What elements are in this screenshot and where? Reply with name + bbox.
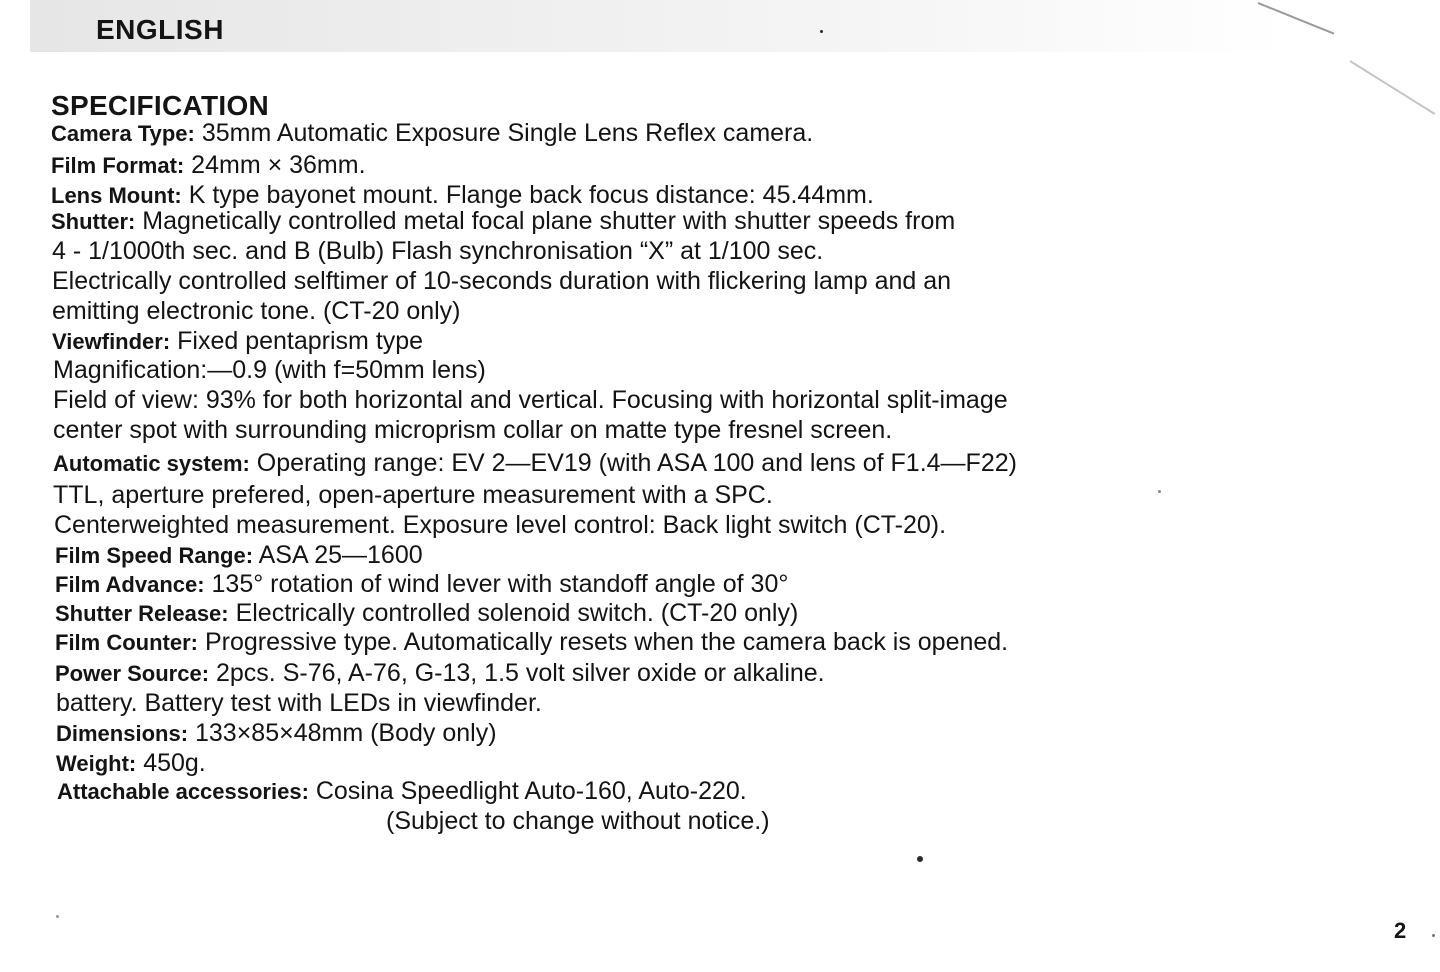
spec-line <box>51 118 813 149</box>
page-number: 2 <box>1394 918 1407 943</box>
spec-line <box>57 776 747 807</box>
spec-value: center spot with surrounding microprism collar on matte type fresnel screen. <box>53 416 893 444</box>
spec-line <box>55 598 798 629</box>
spec-line <box>52 236 823 267</box>
corner-scan-line <box>1349 60 1435 115</box>
spec-line <box>55 540 423 571</box>
spec-value: Operating range: EV 2—EV19 (with ASA 100 and lens of F1.4—F22) <box>249 449 1017 477</box>
spec-line <box>56 748 206 779</box>
spec-label: Automatic system: <box>53 451 250 476</box>
spec-value: battery. Battery test with LEDs in viewfinder. <box>56 689 542 717</box>
spec-value: 135° rotation of wind lever with standoff angle of 30° <box>204 570 789 598</box>
spec-line <box>53 385 1008 416</box>
spec-label: Shutter: <box>51 209 136 234</box>
spec-line <box>56 718 497 749</box>
scan-speck <box>56 915 59 918</box>
spec-line <box>54 510 946 541</box>
spec-value: Fixed pentaprism type <box>170 327 424 355</box>
spec-value: 133×85×48mm (Body only) <box>188 719 497 747</box>
spec-label: Power Source: <box>55 661 210 686</box>
spec-label: Film Counter: <box>55 630 198 655</box>
spec-line <box>52 296 461 327</box>
spec-line <box>52 266 951 297</box>
spec-line <box>55 627 1008 658</box>
spec-line <box>56 688 542 719</box>
spec-label: Lens Mount: <box>51 183 182 208</box>
spec-line <box>53 480 773 511</box>
scan-speck <box>1158 490 1161 493</box>
spec-value: Cosina Speedlight Auto-160, Auto-220. <box>308 777 747 805</box>
spec-value: 24mm × 36mm. <box>184 151 366 179</box>
spec-value: emitting electronic tone. (CT-20 only) <box>52 297 461 325</box>
spec-value: K type bayonet mount. Flange back focus distance: 45.44mm. <box>181 181 874 209</box>
spec-label: Viewfinder: <box>52 329 171 354</box>
spec-label: Attachable accessories: <box>57 779 309 804</box>
spec-value: Electrically controlled selftimer of 10-seconds duration with flickering lamp and an <box>52 267 952 295</box>
spec-label: Weight: <box>56 751 137 776</box>
spec-value: Progressive type. Automatically resets when the camera back is opened. <box>198 628 1009 656</box>
spec-value: 4 - 1/1000th sec. and B (Bulb) Flash synchronisation “X” at 1/100 sec. <box>52 237 824 265</box>
spec-value: 2pcs. S-76, A-76, G-13, 1.5 volt silver oxide or alkaline. <box>209 659 825 687</box>
spec-line <box>53 448 1017 479</box>
spec-label: Film Format: <box>51 153 185 178</box>
spec-value: Magnification:—0.9 (with f=50mm lens) <box>53 356 486 384</box>
section-title: SPECIFICATION <box>51 90 270 121</box>
spec-line <box>53 355 486 386</box>
spec-value: Field of view: 93% for both horizontal and vertical. Focusing with horizontal split-image <box>53 386 1008 414</box>
spec-label: Dimensions: <box>56 721 189 746</box>
spec-value: 35mm Automatic Exposure Single Lens Reflex camera. <box>194 119 814 147</box>
spec-label: Camera Type: <box>51 121 195 146</box>
spec-value: TTL, aperture prefered, open-aperture measurement with a SPC. <box>53 481 773 509</box>
spec-value: 450g. <box>136 749 206 777</box>
spec-label: Film Advance: <box>55 572 205 597</box>
spec-value: (Subject to change without notice.) <box>386 807 770 835</box>
spec-label: Film Speed Range: <box>55 543 254 568</box>
spec-line <box>55 569 788 600</box>
spec-line <box>51 206 955 237</box>
spec-label: Shutter Release: <box>55 601 229 626</box>
spec-value: Electrically controlled solenoid switch. (CT-20 only) <box>228 599 799 627</box>
language-heading: ENGLISH <box>96 14 224 45</box>
scan-speck <box>820 30 823 33</box>
spec-line <box>53 415 892 446</box>
spec-line <box>386 806 770 837</box>
spec-line <box>55 658 825 689</box>
spec-value: Centerweighted measurement. Exposure level control: Back light switch (CT-20). <box>54 511 947 539</box>
scan-speck <box>1432 934 1435 937</box>
spec-value: Magnetically controlled metal focal plane shutter with shutter speeds from <box>135 207 956 235</box>
spec-value: ASA 25—1600 <box>253 541 423 569</box>
spec-line <box>51 150 366 181</box>
spec-line <box>52 326 423 357</box>
scan-speck <box>917 856 923 862</box>
